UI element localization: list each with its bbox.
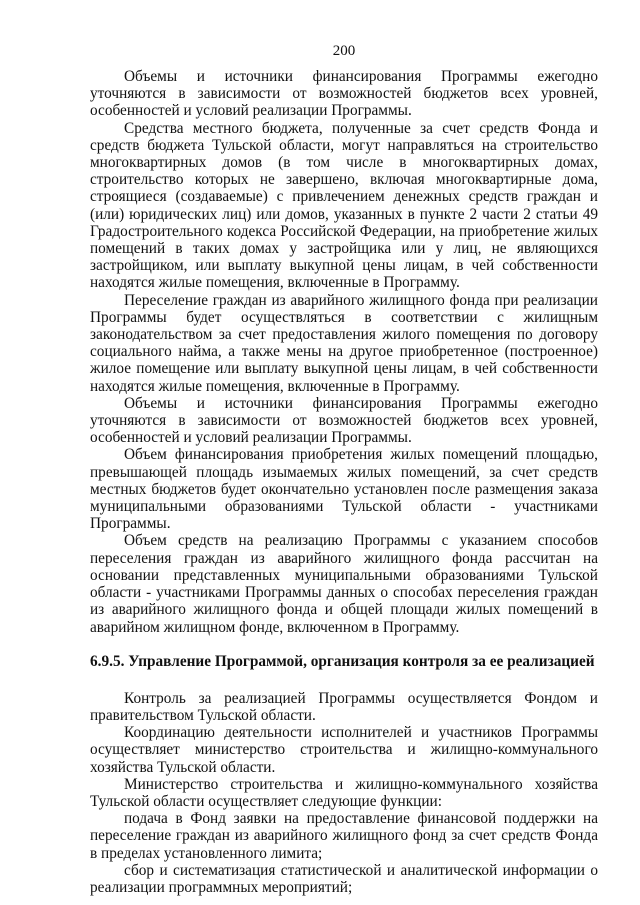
paragraph-financing-2: Объемы и источники финансирования Программы ежегодно уточняются в зависимости от возможностей бюджетов всех уровней, особенностей и условий реализации Программы.: [90, 394, 598, 447]
paragraph-financing-1: Объемы и источники финансирования Программы ежегодно уточняются в зависимости от возможностей бюджетов всех уровней, особенностей и условий реализации Программы.: [90, 68, 598, 120]
list-item-statistics: сбор и систематизация статистической и аналитической информации о реализации программных мероприятий;: [90, 861, 598, 896]
list-item-application: подача в Фонд заявки на предоставление финансовой поддержки на переселение граждан из аварийного жилищного фонд за счет средств Фонда в пределах установленного лимита;: [90, 810, 598, 862]
paragraph-local-budget: Средства местного бюджета, полученные за счет средств Фонда и средств бюджета Тульской области, могут направляться на строительство многоквартирных домов (в том числе в многоквартирных домах, строительство которых не завершено, включая многоквартирные дома, строящиеся (создаваемые) с привлечением денежных средств граждан и (или) юридических лиц) или домов, указанных в пункте 2 части 2 статьи 49 Градостроительного кодекса Российской Федерации, на приобретение жилых помещений в таких домах у застройщика или у лиц, не являющихся застройщиком, или выплату выкупной цены лицам, в чей собственности находятся жилые помещения, включенные в Программу.: [90, 119, 598, 292]
paragraph-control: Контроль за реализацией Программы осуществляется Фондом и правительством Тульской области.: [90, 689, 598, 724]
paragraph-resettlement: Переселение граждан из аварийного жилищного фонда при реализации Программы будет осуществляться в соответствии с жилищным законодательством за счет предоставления жилого помещения по договору социального найма, а также мены на другое приобретенное (построенное) жилое помещение или выплату выкупной цены лицам, в чей собственности находятся жилые помещения, включенные в Программу.: [90, 291, 598, 395]
page-number: 200: [332, 43, 356, 59]
paragraph-financing-volume: Объем финансирования приобретения жилых помещений площадью, превышающей площадь изымаемых жилых помещений, за счет средств местных бюджетов будет окончательно установлен после размещения заказа муниципальными образованиями Тульской области - участниками Программы.: [90, 446, 598, 533]
paragraph-funds-volume: Объем средств на реализацию Программы с указанием способов переселения граждан из аварийного жилищного фонда рассчитан на основании представленных муниципальными образованиями Тульской области - участниками Программы данных о способах переселения граждан из аварийного жилищного фонда и общей площади жилых помещений в аварийном жилищном фонде, включенном в Программу.: [90, 532, 598, 636]
paragraph-coordination: Координацию деятельности исполнителей и участников Программы осуществляет министерство строительства и жилищно-коммунального хозяйства Тульской области.: [90, 724, 598, 776]
document-page: [90, 42, 598, 896]
paragraph-ministry-functions: Министерство строительства и жилищно-коммунального хозяйства Тульской области осуществляет следующие функции:: [90, 775, 598, 810]
section-heading: 6.9.5. Управление Программой, организация контроля за ее реализацией: [90, 652, 595, 670]
